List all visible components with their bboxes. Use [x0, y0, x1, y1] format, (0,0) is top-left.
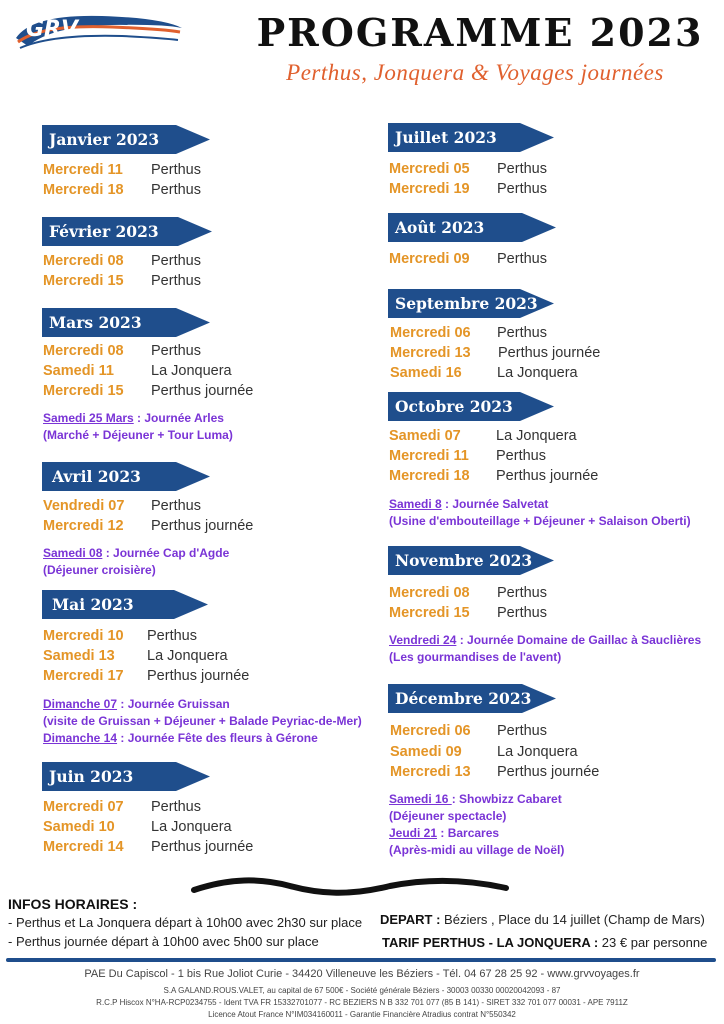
list-item — [43, 498, 273, 518]
month-banner-november — [388, 546, 554, 575]
month-title: Août 2023 — [395, 218, 485, 237]
date-label: Mercredi 05 — [389, 161, 470, 177]
date-label: Mercredi 07 — [43, 799, 124, 815]
destination-label: La Jonquera — [497, 744, 578, 760]
excursion-note — [43, 545, 229, 579]
date-label: Samedi 10 — [43, 819, 115, 835]
price-info — [382, 935, 707, 950]
month-banner-january — [42, 125, 210, 154]
excursion-date: Samedi 08 — [43, 546, 103, 560]
month-banner-december — [388, 684, 556, 713]
date-label: Samedi 07 — [389, 428, 461, 444]
date-label: Vendredi 07 — [43, 498, 125, 514]
footer-legal: S.A GALAND.ROUS.VALET, au capital de 67 500€ - Société générale Béziers - 30003 00330 00020042093 - 87 — [163, 986, 561, 995]
destination-label: Perthus — [497, 181, 547, 197]
date-label: Mercredi 11 — [389, 448, 469, 464]
month-title: Octobre 2023 — [395, 397, 513, 416]
footer-divider — [6, 958, 716, 962]
date-label: Mercredi 08 — [43, 253, 124, 269]
destination-label: Perthus — [497, 723, 547, 739]
destination-label: Perthus journée — [147, 668, 250, 684]
excursion-detail: (Usine d'embouteillage + Déjeuner + Salaison Oberti) — [389, 514, 691, 528]
list-item — [390, 365, 630, 385]
list-item — [43, 343, 273, 363]
list-item — [389, 161, 619, 181]
destination-label: La Jonquera — [147, 648, 228, 664]
month-banner-april — [42, 462, 210, 491]
list-item — [389, 428, 629, 448]
excursion-detail: (visite de Gruissan + Déjeuner + Balade Peyriac-de-Mer) — [43, 714, 362, 728]
excursion-date: Vendredi 24 — [389, 633, 457, 647]
list-item — [43, 648, 273, 668]
date-label: Mercredi 18 — [43, 182, 124, 198]
destination-label: Perthus — [497, 251, 547, 267]
departure-label: DEPART : — [380, 912, 441, 927]
date-label: Mercredi 13 — [390, 345, 471, 361]
date-label: Mercredi 14 — [43, 839, 124, 855]
footer-legal: Licence Atout France N°IM034160011 - Garantie Financière Atradius contrat N°550342 — [208, 1010, 516, 1019]
month-banner-may — [42, 590, 208, 619]
page-title: PROGRAMME 2023 — [256, 10, 704, 55]
excursion-date: Samedi 25 Mars — [43, 411, 134, 425]
excursion-note — [389, 496, 691, 530]
date-label: Mercredi 06 — [390, 723, 471, 739]
excursion-date: Samedi 16 — [389, 792, 452, 806]
list-item — [390, 325, 630, 345]
month-title: Novembre 2023 — [395, 551, 533, 570]
destination-label: Perthus — [497, 161, 547, 177]
footer-address: PAE Du Capiscol - 1 bis Rue Joliot Curie - 34420 Villeneuve les Béziers - Tél. 04 67 28 25 92 - www.grvvoyages.fr — [84, 968, 640, 980]
date-label: Mercredi 18 — [389, 468, 470, 484]
date-label: Mercredi 19 — [389, 181, 470, 197]
brush-stroke-divider — [190, 876, 510, 900]
list-item — [43, 162, 243, 182]
month-banner-october — [388, 392, 554, 421]
date-label: Mercredi 15 — [43, 273, 124, 289]
date-label: Mercredi 13 — [390, 764, 471, 780]
list-item — [390, 345, 630, 365]
destination-label: Perthus — [151, 182, 201, 198]
excursion-detail: (Marché + Déjeuner + Tour Luma) — [43, 428, 233, 442]
date-label: Mercredi 08 — [43, 343, 124, 359]
destination-label: Perthus — [497, 605, 547, 621]
month-title: Juillet 2023 — [395, 128, 497, 147]
excursion-detail: (Déjeuner croisière) — [43, 563, 156, 577]
month-title: Septembre 2023 — [395, 294, 538, 313]
excursion-detail: (Les gourmandises de l'avent) — [389, 650, 562, 664]
excursion-date: Dimanche 14 — [43, 731, 118, 745]
destination-label: Perthus — [147, 628, 197, 644]
list-item — [43, 383, 273, 403]
destination-label: La Jonquera — [496, 428, 577, 444]
list-item — [389, 181, 619, 201]
list-item — [389, 251, 619, 271]
month-title: Mars 2023 — [49, 313, 142, 332]
destination-label: Perthus — [151, 162, 201, 178]
info-line: - Perthus et La Jonquera départ à 10h00 avec 2h30 sur place — [8, 915, 363, 930]
destination-label: Perthus journée — [498, 345, 601, 361]
month-banner-june — [42, 762, 210, 791]
month-banner-july — [388, 123, 554, 152]
month-banner-september — [388, 289, 554, 318]
month-title: Avril 2023 — [52, 467, 141, 486]
footer-legal: R.C.P Hiscox N°HA-RCP0234755 - Ident TVA FR 15332701077 - RC BEZIERS N B 332 701 077 (85 B 141) - SIRET 332 701 077 00031 - APE 7911Z — [96, 998, 628, 1007]
excursion-note — [43, 696, 362, 747]
excursion-title: : Barcares — [437, 826, 500, 840]
date-label: Mercredi 15 — [43, 383, 124, 399]
excursion-title: : Journée Cap d'Agde — [102, 546, 230, 560]
excursion-detail: (Après-midi au village de Noël) — [389, 843, 565, 857]
month-banner-august — [388, 213, 556, 242]
list-item — [43, 819, 273, 839]
date-label: Mercredi 06 — [390, 325, 471, 341]
infos-heading: INFOS HORAIRES : — [8, 896, 138, 912]
date-label: Mercredi 11 — [43, 162, 123, 178]
destination-label: Perthus journée — [151, 518, 254, 534]
logo-text: GRV — [26, 17, 79, 42]
list-item — [390, 723, 630, 743]
list-item — [389, 605, 629, 625]
excursion-title: : Journée Salvetat — [441, 497, 549, 511]
destination-label: Perthus — [496, 448, 546, 464]
destination-label: Perthus — [497, 325, 547, 341]
excursion-title: : Journée Gruissan — [117, 697, 230, 711]
list-item — [43, 628, 273, 648]
excursion-note — [389, 632, 701, 666]
list-item — [389, 468, 629, 488]
month-title: Février 2023 — [49, 222, 159, 241]
list-item — [43, 839, 273, 859]
destination-label: Perthus — [151, 273, 201, 289]
date-label: Mercredi 12 — [43, 518, 124, 534]
destination-label: Perthus — [497, 585, 547, 601]
date-label: Samedi 16 — [390, 365, 462, 381]
destination-label: La Jonquera — [497, 365, 578, 381]
excursion-title: : Journée Fête des fleurs à Gérone — [117, 731, 318, 745]
list-item — [43, 363, 273, 383]
excursion-title: : Journée Domaine de Gaillac à Sauclières — [456, 633, 702, 647]
destination-label: Perthus — [151, 253, 201, 269]
destination-label: La Jonquera — [151, 363, 232, 379]
date-label: Mercredi 17 — [43, 668, 124, 684]
date-label: Mercredi 15 — [389, 605, 470, 621]
list-item — [390, 744, 630, 764]
departure-info — [380, 912, 705, 927]
date-label: Samedi 13 — [43, 648, 115, 664]
list-item — [43, 518, 273, 538]
excursion-detail: (Déjeuner spectacle) — [389, 809, 507, 823]
excursion-note — [43, 410, 233, 444]
excursion-title: : Journée Arles — [133, 411, 224, 425]
info-line: - Perthus journée départ à 10h00 avec 5h00 sur place — [8, 934, 319, 949]
list-item — [389, 585, 629, 605]
list-item — [43, 668, 273, 688]
destination-label: Perthus — [151, 343, 201, 359]
excursion-date: Dimanche 07 — [43, 697, 118, 711]
list-item — [43, 799, 273, 819]
logo-subtext: Voyages — [58, 40, 92, 49]
price-label: TARIF PERTHUS - LA JONQUERA : — [382, 935, 599, 950]
excursion-date: Jeudi 21 — [389, 826, 438, 840]
destination-label: La Jonquera — [151, 819, 232, 835]
destination-label: Perthus — [151, 498, 201, 514]
destination-label: Perthus journée — [496, 468, 599, 484]
destination-label: Perthus journée — [151, 839, 254, 855]
list-item — [389, 448, 629, 468]
date-label: Mercredi 08 — [389, 585, 470, 601]
destination-label: Perthus — [151, 799, 201, 815]
page-subtitle: Perthus, Jonquera & Voyages journées — [286, 60, 664, 85]
excursion-note — [389, 791, 564, 859]
date-label: Mercredi 09 — [389, 251, 470, 267]
date-label: Samedi 09 — [390, 744, 462, 760]
month-title: Mai 2023 — [52, 595, 134, 614]
price-text: 23 € par personne — [598, 935, 708, 950]
destination-label: Perthus journée — [497, 764, 600, 780]
month-title: Décembre 2023 — [395, 689, 532, 708]
month-banner-february — [42, 217, 212, 246]
excursion-date: Samedi 8 — [389, 497, 442, 511]
grv-logo — [12, 8, 184, 58]
list-item — [43, 273, 243, 293]
destination-label: Perthus journée — [151, 383, 254, 399]
list-item — [43, 253, 243, 273]
list-item — [390, 764, 630, 784]
date-label: Samedi 11 — [43, 363, 114, 379]
month-title: Juin 2023 — [49, 767, 134, 786]
departure-text: Béziers , Place du 14 juillet (Champ de Mars) — [440, 912, 705, 927]
excursion-title: : Showbizz Cabaret — [451, 792, 562, 806]
month-banner-march — [42, 308, 210, 337]
month-title: Janvier 2023 — [49, 130, 160, 149]
date-label: Mercredi 10 — [43, 628, 124, 644]
list-item — [43, 182, 243, 202]
